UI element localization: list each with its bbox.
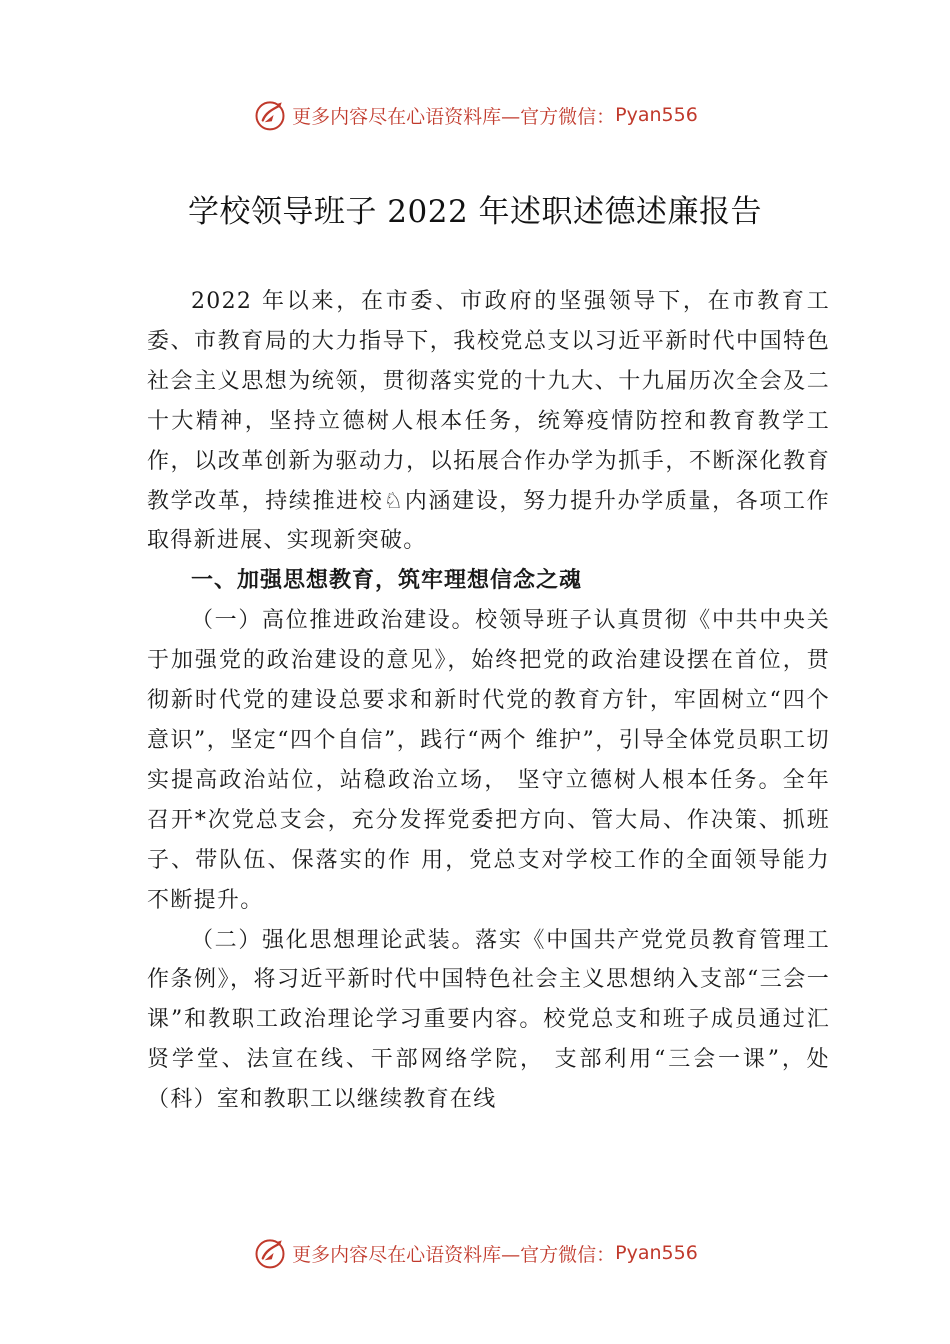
banner-account: Pyan556 [615,104,698,126]
footer-banner [0,1233,950,1273]
document-title: 学校领导班子 2022 年述职述德述廉报告 [187,194,763,230]
header-banner [0,95,950,135]
section-heading: 一、加强思想教育，筑牢理想信念之魂 [191,568,583,594]
banner-text: 更多内容尽在心语资料库—官方微信： [292,105,616,128]
document-body [147,282,830,1120]
intro-paragraph: 2022 年以来，在市委、市政府的坚强领导下，在市教育工委、市教育局的大力指导下，我校党总支以习近平新时代中国特色社会主义思想为统领，贯彻落实党的十九大、十九届历次全会及二十大精神，坚持立德树人根本任务，统筹疫情防控和教育教学工作，以改革创新为驱动力，以拓展合作办学为抓手，不断深化教育教学改革，持续推进校♘内涵建设，努力提升办学质量，各项工作取得新进展、实现新突破。 [147,289,830,554]
banner-text: 更多内容尽在心语资料库—官方微信： [292,1243,616,1266]
section-paragraph: （二）强化思想理论武装。落实《中国共产党党员教育管理工作条例》，将习近平新时代中国特色社会主义思想纳入支部“三会一课”和教职工政治理论学习重要内容。校党总支和班子成员通过汇贤学堂、法宣在线、干部网络学院， 支部利用“三会一课”，处（科）室和教职工以继续教育在线 [147,927,830,1113]
brand-logo-icon [252,1235,288,1271]
section-paragraph: （一）高位推进政治建设。校领导班子认真贯彻《中共中央关于加强党的政治建设的意见》，始终把党的政治建设摆在首位，贯彻新时代党的建设总要求和新时代党的教育方针，牢固树立“四个意识”，坚定“四个自信”，践行“两个 维护”，引导全体党员职工切实提高政治站位，站稳政治立场， 坚守立德树人根本任务。全年召开*次党总支会，充分发挥党委把方向、管大局、作决策、抓班子、带队伍、保落实的作 用，党总支对学校工作的全面领导能力不断提升。 [147,608,830,913]
brand-logo-icon [252,97,288,133]
banner-account: Pyan556 [615,1242,698,1264]
